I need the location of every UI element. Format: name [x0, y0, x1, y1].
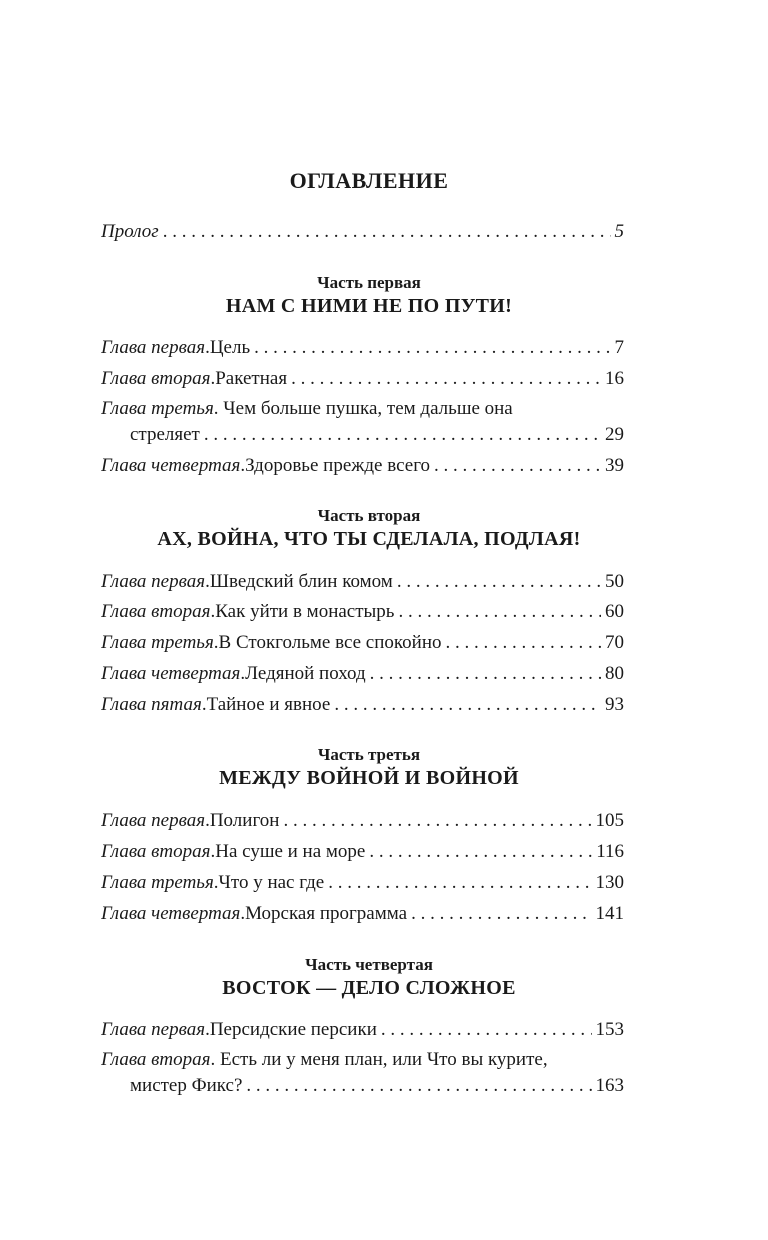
entry-page: 80 [605, 663, 624, 684]
leader-dots [398, 601, 601, 623]
part-title: АХ, ВОЙНА, ЧТО ТЫ СДЕЛАЛА, ПОДЛАЯ! [157, 528, 581, 550]
entry-page: 7 [614, 337, 624, 358]
entry-title: Здоровье прежде всего [245, 455, 431, 476]
entry-title: Как уйти в монастырь [215, 601, 395, 622]
entry-label: Глава первая [101, 1019, 206, 1040]
entry-page: 93 [605, 694, 624, 715]
toc-entry: Глава третья. Чем больше пушка, тем дальше она [101, 398, 513, 419]
entry-label: Глава третья [101, 398, 214, 419]
leader-dots [283, 810, 591, 832]
entry-page: 60 [605, 601, 624, 622]
entry-title: Есть ли у меня план, или Что вы курите, [219, 1049, 548, 1070]
part-heading: Часть четвертая [305, 955, 433, 974]
toc-entry: Глава первая . Шведский блин комом . . . 50 [101, 571, 624, 597]
entry-title: Шведский блин комом [209, 571, 393, 592]
leader-dots [204, 424, 601, 446]
toc-entry: Глава вторая . На суше и на море . . . 116 [101, 841, 624, 867]
entry-page: 141 [595, 903, 624, 924]
entry-title: На суше и на море [215, 841, 366, 862]
entry-label: Глава четвертая [101, 663, 241, 684]
entry-page: 105 [595, 810, 624, 831]
toc-entry-prologue [101, 221, 624, 247]
leader-dots [370, 663, 601, 685]
entry-title: Ракетная [215, 368, 288, 389]
part-title: ВОСТОК — ДЕЛО СЛОЖНОЕ [222, 977, 516, 999]
entry-title: Ледяной поход [245, 663, 366, 684]
entry-title: Полигон [209, 810, 280, 831]
toc-entry: Глава третья . Что у нас где . . . 130 [101, 872, 624, 898]
toc-title: ОГЛАВЛЕНИЕ [289, 168, 449, 193]
leader-dots [411, 903, 591, 925]
entry-title: Морская программа [245, 903, 408, 924]
part-heading: Часть первая [317, 273, 421, 292]
entry-page: 130 [595, 872, 624, 893]
entry-title-cont: мистер Фикс? [130, 1075, 243, 1096]
entry-page: 70 [605, 632, 624, 653]
entry-page: 153 [595, 1019, 624, 1040]
toc-entry: Глава первая . Полигон . . . 105 [101, 810, 624, 836]
entry-label: Глава четвертая [101, 903, 241, 924]
toc-entry: Глава первая . Цель . . . 7 [101, 337, 624, 363]
toc-entry: Глава пятая . Тайное и явное . . . 93 [101, 694, 624, 720]
leader-dots [328, 872, 591, 894]
toc-entry: Глава четвертая . Здоровье прежде всего . . . 39 [101, 455, 624, 481]
entry-page: 39 [605, 455, 624, 476]
toc-entry-continuation [130, 1075, 624, 1101]
entry-page: 50 [605, 571, 624, 592]
entry-label: Глава третья [101, 872, 214, 893]
toc-entry: Глава вторая. Есть ли у меня план, или Что вы курите, [101, 1049, 548, 1070]
leader-dots [163, 221, 611, 243]
entry-page: 5 [614, 221, 624, 242]
entry-title: Цель [209, 337, 251, 358]
entry-page: 29 [605, 424, 624, 445]
entry-label: Глава первая [101, 571, 206, 592]
leader-dots [254, 337, 610, 359]
entry-label: Глава пятая [101, 694, 202, 715]
toc-entry: Глава третья . В Стокгольме все спокойно . . . 70 [101, 632, 624, 658]
leader-dots [434, 455, 601, 477]
part-title: МЕЖДУ ВОЙНОЙ И ВОЙНОЙ [219, 767, 519, 789]
leader-dots [369, 841, 592, 863]
entry-title: В Стокгольме все спокойно [218, 632, 442, 653]
toc-entry: Глава четвертая . Морская программа . . . 141 [101, 903, 624, 929]
entry-title: Что у нас где [218, 872, 325, 893]
part-heading: Часть третья [317, 745, 421, 764]
entry-title-cont: стреляет [130, 424, 200, 445]
leader-dots [381, 1019, 592, 1041]
toc-entry-continuation [130, 424, 624, 450]
entry-label: Глава вторая [101, 368, 211, 389]
entry-label: Глава первая [101, 337, 206, 358]
entry-label: Глава первая [101, 810, 206, 831]
part-title: НАМ С НИМИ НЕ ПО ПУТИ! [225, 295, 513, 317]
entry-label: Глава вторая [101, 601, 211, 622]
part-heading: Часть вторая [317, 506, 421, 525]
leader-dots [334, 694, 601, 716]
leader-dots [291, 368, 601, 390]
entry-page: 163 [595, 1075, 624, 1096]
entry-label: Глава вторая [101, 1049, 211, 1070]
leader-dots [246, 1075, 591, 1097]
toc-entry: Глава вторая . Как уйти в монастырь . . . 60 [101, 601, 624, 627]
leader-dots [397, 571, 601, 593]
entry-label: Глава третья [101, 632, 214, 653]
entry-page: 116 [596, 841, 624, 862]
entry-label: Пролог [101, 221, 159, 242]
entry-page: 16 [605, 368, 624, 389]
toc-entry: Глава четвертая . Ледяной поход . . . 80 [101, 663, 624, 689]
toc-entry: Глава вторая . Ракетная . . . 16 [101, 368, 624, 394]
entry-label: Глава вторая [101, 841, 211, 862]
toc-entry: Глава первая . Персидские персики . . . 153 [101, 1019, 624, 1045]
entry-label: Глава четвертая [101, 455, 241, 476]
leader-dots [446, 632, 601, 654]
entry-title: Чем больше пушка, тем дальше она [223, 398, 513, 419]
entry-title: Персидские персики [209, 1019, 377, 1040]
entry-title: Тайное и явное [206, 694, 331, 715]
